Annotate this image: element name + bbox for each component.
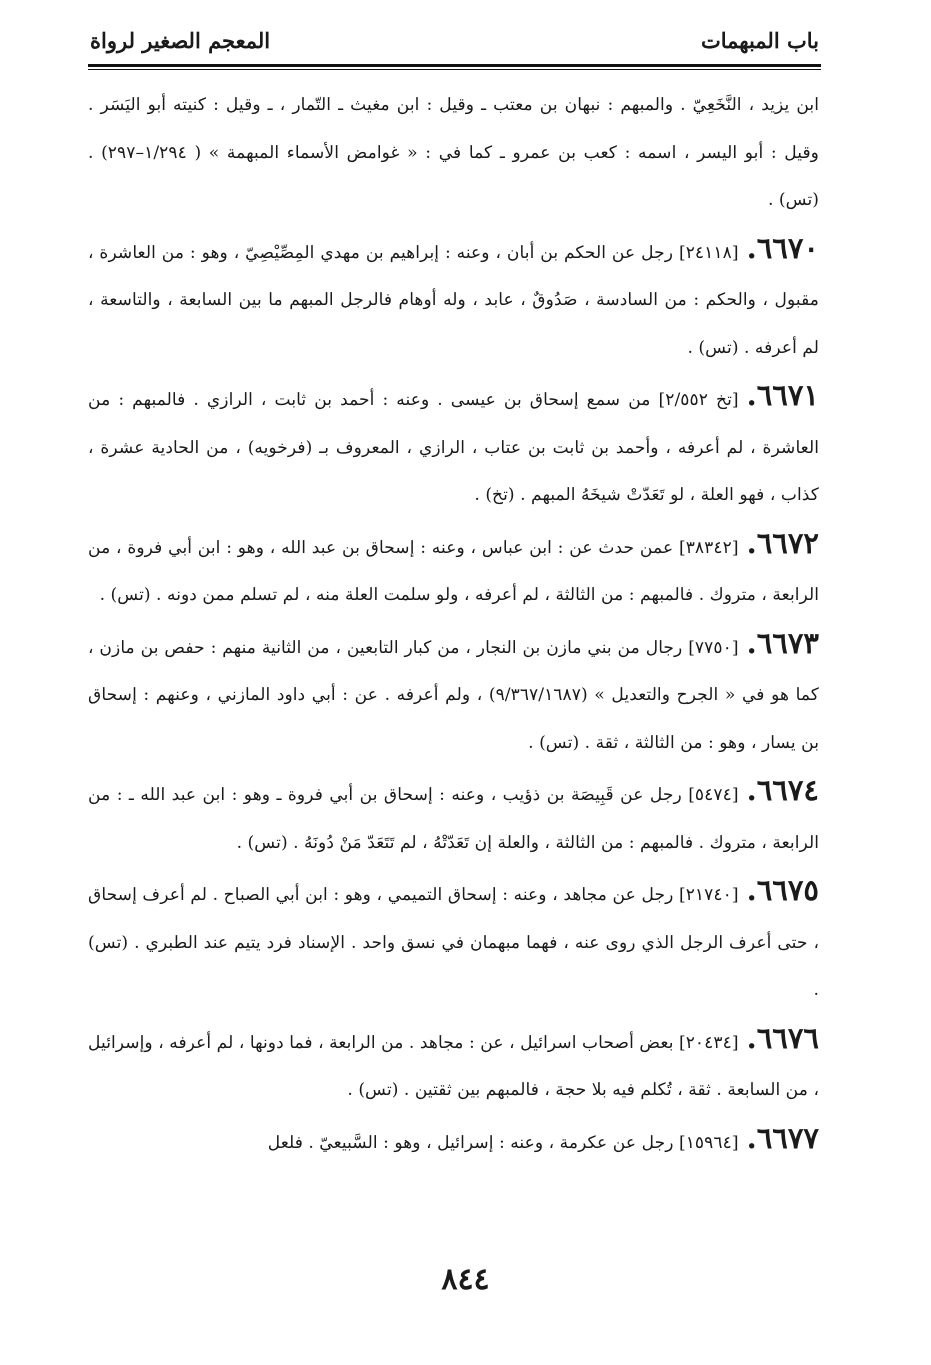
entry-number: ٦٦٧٧.: [746, 1120, 819, 1155]
entry-number: ٦٦٧٥.: [746, 873, 819, 907]
intro-paragraph: ابن يزيد ، النَّخَعِيّ . والمبهم : نبهان بن معتب ـ وقيل : ابن مغيث ـ التّمار ، ـ وقيل : كنيته أبو اليَسَر . وقيل : أبو اليسر ، اسمه : كعب بن عمرو ـ كما في : « غوامض الأسماء المبهمة » ( ١/٢٩٤–٢٩٧) . (تس) .: [88, 95, 819, 210]
running-header-chapter: باب المبهمات: [700, 28, 819, 53]
entry-6677: [88, 1115, 819, 1168]
entry-text: [٥٤٧٤] رجل عن قَبِيصَة بن ذؤيب ، وعنه : إسحاق بن أبي فروة ـ وهو : ابن عبد الله ـ : من الرابعة ، متروك . فالمبهم : من الثالثة ، والعلة إن تَعَدّتْهُ ، لم تَتَعَدّ مَنْ دُونَهُ . (تس) .: [88, 785, 819, 853]
entry-number: ٦٦٧٠.: [746, 230, 819, 265]
entry-6670: [88, 225, 819, 373]
entry-text: [٣٨٣٤٢] عمن حدث عن : ابن عباس ، وعنه : إسحاق بن عبد الله ، وهو : ابن أبي فروة ، من الرابعة ، متروك . فالمبهم : من الثالثة ، لم أعرفه ، ولو سلمت العلة منه ، لم تسلم ممن دونه . (تس) .: [88, 537, 819, 605]
page-body: [88, 82, 819, 1167]
entry-6672: [88, 520, 819, 620]
entry-6674: [88, 767, 819, 867]
header-rule: [88, 64, 821, 70]
entry-text: [٢٠٤٣٤] بعض أصحاب اسرائيل ، عن : مجاهد . من الرابعة ، فما دونها ، لم أعرفه ، وإسرائيل ، من السابعة . ثقة ، تُكلم فيه بلا حجة ، فالمبهم بين ثقتين . (تس) .: [88, 1032, 819, 1100]
entry-text: [٧٧٥٠] رجال من بني مازن بن النجار ، من كبار التابعين ، من الثانية منهم : حفص بن مازن ، كما هو في « الجرح والتعديل » (٩/٣٦٧/١٦٨٧) ، ولم أعرفه . عن : أبي داود المازني ، وعنهم : إسحاق بن يسار ، وهو : من الثالثة ، ثقة . (تس) .: [88, 637, 819, 753]
running-header-book: المعجم الصغير لرواة: [90, 28, 271, 53]
entry-6673: [88, 620, 819, 768]
entry-number: ٦٦٧٣.: [746, 625, 819, 660]
entry-6671: [88, 372, 819, 520]
entry-6676: [88, 1015, 819, 1115]
entry-number: ٦٦٧٦.: [746, 1020, 819, 1055]
entry-number: ٦٦٧٢.: [746, 525, 819, 560]
entry-text: [١٥٩٦٤] رجل عن عكرمة ، وعنه : إسرائيل ، وهو : السَّبيعيّ . فلعل: [267, 1132, 739, 1153]
entry-number: ٦٦٧٤.: [746, 773, 819, 807]
entry-text: [تخ ٢/٥٥٢] من سمع إسحاق بن عيسى . وعنه : أحمد بن ثابت ، الرازي . فالمبهم : من العاشرة ، لم أعرفه ، وأحمد بن ثابت بن عتاب ، الرازي ، المعروف بـ (فرخويه) ، من الحادية عشرة ، كذاب ، فهو العلة ، لو تَعَدّتْ شيخَهُ المبهم . (تخ) .: [88, 390, 819, 505]
page-number: ٨٤٤: [441, 1262, 490, 1297]
entry-text: [٢٤١١٨] رجل عن الحكم بن أبان ، وعنه : إبراهيم بن مهدي المِصِّيْصِيّ ، وهو : من العاشرة ، مقبول ، والحكم : من السادسة ، صَدُوقٌ ، عابد ، وله أوهام فالرجل المبهم ما بين السابعة ، والتاسعة ، لم أعرفه . (تس) .: [88, 242, 819, 358]
entry-number: ٦٦٧١.: [746, 378, 819, 412]
entry-6675: [88, 867, 819, 1015]
entry-text: [٢١٧٤٠] رجل عن مجاهد ، وعنه : إسحاق التميمي ، وهو : ابن أبي الصباح . لم أعرف إسحاق ، حتى أعرف الرجل الذي روى عنه ، فهما مبهمان في نسق واحد . الإسناد فرد يتيم عند الطبري . (تس) .: [88, 885, 819, 1000]
